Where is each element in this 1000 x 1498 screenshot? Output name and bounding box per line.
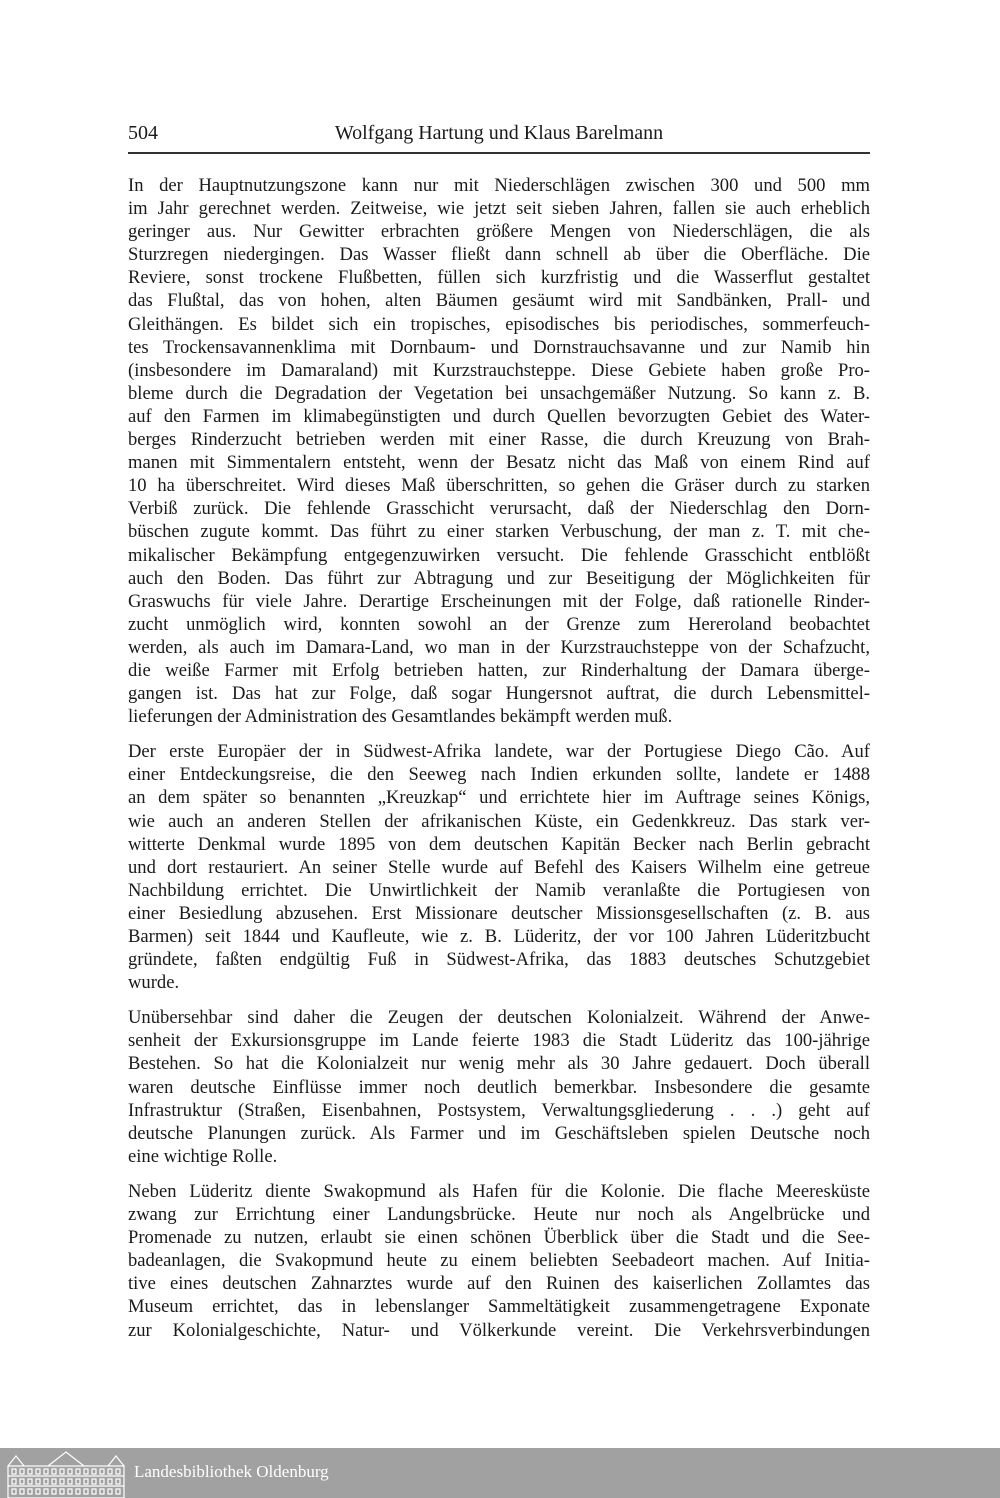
text-line: einer Entdeckungsreise, die den Seeweg nach Indien erkunden sollte, landete er 1488: [128, 764, 870, 786]
text-line: zur Kolonialgeschichte, Natur- und Völkerkunde vereint. Die Verkehrsverbindungen: [128, 1319, 870, 1341]
text-line: Neben Lüderitz diente Swakopmund als Hafen für die Kolonie. Die flache Meeresküste: [128, 1180, 870, 1202]
paragraph: [128, 174, 870, 728]
text-line: Infrastruktur (Straßen, Eisenbahnen, Postsystem, Verwaltungsgliederung . . .) geht auf: [128, 1099, 870, 1121]
text-line: Bestehen. So hat die Kolonialzeit nur wenig mehr als 30 Jahre gedauert. Doch überall: [128, 1053, 870, 1075]
text-line: die weiße Farmer mit Erfolg betrieben hatten, zur Rinderhaltung der Damara überge-: [128, 659, 870, 681]
running-title: Wolfgang Hartung und Klaus Barelmann: [334, 122, 664, 144]
text-line: wie auch an anderen Stellen der afrikanischen Küste, ein Gedenkkreuz. Das stark ver-: [128, 810, 870, 832]
paragraph: [128, 1180, 870, 1342]
text-line: senheit der Exkursionsgruppe im Lande feierte 1983 die Stadt Lüderitz das 100-jährige: [128, 1030, 870, 1052]
text-line: Der erste Europäer der in Südwest-Afrika landete, war der Portugiese Diego Cão. Auf: [128, 741, 870, 763]
text-line: auch den Boden. Das führt zur Abtragung und zur Beseitigung der Möglichkeiten für: [128, 567, 870, 589]
text-line: Museum errichtet, das in lebenslanger Sammeltätigkeit zusammengetragene Exponate: [128, 1296, 870, 1318]
text-line: mikalischer Bekämpfung entgegenzuwirken versucht. Die fehlende Grasschicht entblößt: [128, 544, 870, 566]
text-line: auf den Farmen im klimabegünstigten und durch Quellen bevorzugten Gebiet des Water-: [128, 405, 870, 427]
text-line: Nachbildung errichtet. Die Unwirtlichkeit der Namib veranlaßte die Portugiesen von: [128, 879, 870, 901]
paragraph: [128, 1006, 870, 1168]
text-line: Gleithängen. Es bildet sich ein tropisches, episodisches bis periodisches, sommerfeuch-: [128, 313, 870, 335]
running-header: [128, 118, 870, 152]
text-line: geringer aus. Nur Gewitter erbrachten größere Mengen von Niederschlägen, die als: [128, 221, 870, 243]
text-line: witterte Denkmal wurde 1895 von dem deutschen Kapitän Becker nach Berlin gebracht: [128, 833, 870, 855]
text-line: werden, als auch im Damara-Land, wo man in der Kurzstrauchsteppe von der Schafzucht,: [128, 636, 870, 658]
text-line: Barmen) seit 1844 und Kaufleute, wie z. B. Lüderitz, der vor 100 Jahren Lüderitzbucht: [128, 926, 870, 947]
text-line: und dort restauriert. An seiner Stelle wurde auf Befehl des Kaisers Wilhelm eine getreue: [128, 856, 870, 878]
text-line: badeanlagen, die Svakopmund heute zu einem beliebten Seebadeort machen. Auf Initia-: [128, 1250, 870, 1272]
text-line: Graswuchs für viele Jahre. Derartige Erscheinungen mit der Folge, daß rationelle Rinder-: [128, 590, 870, 612]
library-building-logo-icon: [6, 1450, 126, 1498]
text-line: In der Hauptnutzungszone kann nur mit Niederschlägen zwischen 300 und 500 mm: [128, 175, 870, 196]
text-line: bleme durch die Degradation der Vegetation bei unsachgemäßer Nutzung. So kann z. B.: [128, 382, 870, 404]
text-line: eine wichtige Rolle.: [128, 1145, 278, 1167]
page-number: 504: [128, 122, 158, 144]
text-line: büschen zugute kommt. Das führt zu einer starken Verbuschung, der man z. T. mit che-: [128, 521, 870, 543]
text-line: berges Rinderzucht betrieben werden mit einer Rasse, die durch Kreuzung von Brah-: [128, 429, 870, 451]
text-line: gangen ist. Das hat zur Folge, daß sogar Hungersnot auftrat, die durch Lebensmittel-: [128, 683, 870, 705]
text-line: gründete, faßten endgültig Fuß in Südwest-Afrika, das 1883 deutsches Schutzgebiet: [128, 949, 870, 971]
paragraph: [128, 740, 870, 994]
text-line: tes Trockensavannenklima mit Dornbaum- und Dornstrauchsavanne und zur Namib hin: [128, 336, 870, 358]
text-line: Sturzregen niedergingen. Das Wasser fließt dann schnell ab über die Oberfläche. Die: [128, 244, 870, 266]
text-line: an dem später so benannten „Kreuzkap“ und errichtete hier im Auftrage seines Königs,: [128, 787, 870, 809]
text-line: im Jahr gerechnet werden. Zeitweise, wie jetzt seit sieben Jahren, fallen sie auch erheblich: [128, 198, 870, 220]
text-line: zucht unmöglich wird, konnten sowohl an der Grenze zum Hereroland beobachtet: [128, 613, 870, 635]
text-line: (insbesondere im Damaraland) mit Kurzstrauchsteppe. Diese Gebiete haben große Pro-: [128, 359, 870, 381]
text-line: zwang zur Errichtung einer Landungsbrücke. Heute nur noch als Angelbrücke und: [128, 1204, 870, 1226]
text-line: das Flußtal, das von hohen, alten Bäumen gesäumt wird mit Sandbänken, Prall- und: [128, 290, 870, 312]
body-text: [128, 174, 870, 1354]
text-line: tive eines deutschen Zahnarztes wurde auf den Ruinen des kaiserlichen Zollamtes das: [128, 1273, 870, 1295]
text-line: einer Besiedlung abzusehen. Erst Missionare deutscher Missionsgesellschaften (z. B. aus: [128, 902, 870, 924]
footer-bar: [0, 1448, 1000, 1498]
text-line: deutsche Planungen zurück. Als Farmer und im Geschäftsleben spielen Deutsche noch: [128, 1122, 870, 1144]
text-line: 10 ha überschreitet. Wird dieses Maß überschritten, so gehen die Gräser durch zu starken: [128, 475, 870, 497]
library-name: Landesbibliothek Oldenburg: [134, 1462, 329, 1481]
text-line: wurde.: [128, 972, 180, 994]
header-rule: [128, 152, 870, 154]
text-line: lieferungen der Administration des Gesamtlandes bekämpft werden muß.: [128, 706, 673, 728]
text-line: Reviere, sonst trockene Flußbetten, füllen sich kurzfristig und die Wasserflut gestaltet: [128, 267, 870, 289]
text-line: Promenade zu nutzen, erlaubt sie einen schönen Überblick über die Stadt und die See-: [128, 1227, 870, 1249]
text-line: Unübersehbar sind daher die Zeugen der deutschen Kolonialzeit. Während der Anwe-: [128, 1007, 870, 1029]
text-line: Verbiß zurück. Die fehlende Grasschicht verursacht, daß der Niederschlag den Dorn-: [128, 498, 870, 520]
text-line: manen mit Simmentalern entsteht, wenn der Besatz nicht das Maß von einem Rind auf: [128, 452, 870, 474]
text-line: waren deutsche Einflüsse immer noch deutlich bemerkbar. Insbesondere die gesamte: [128, 1076, 870, 1098]
